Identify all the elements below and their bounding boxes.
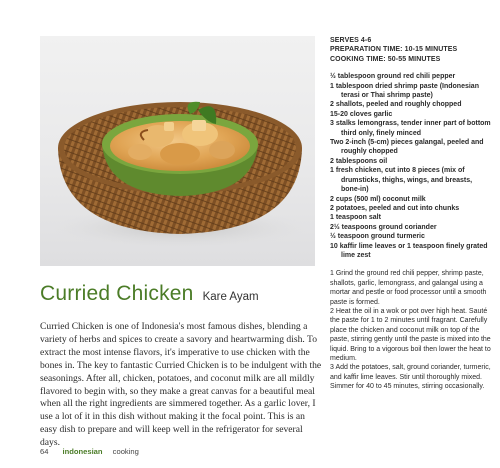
ingredient-item: 1 tablespoon dried shrimp paste (Indonesian terasi or Thai shrimp paste) (330, 82, 479, 100)
book-label: indonesian (62, 446, 103, 456)
recipe-meta (330, 36, 493, 64)
ingredient-item: 2½ teaspoons ground coriander (330, 223, 437, 231)
method-steps (330, 269, 493, 391)
ingredient-item: 10 kaffir lime leaves or 1 teaspoon finely grated lime zest (330, 242, 488, 259)
recipe-sidebar (330, 36, 493, 392)
ingredient-item: 15-20 cloves garlic (330, 110, 393, 118)
method-step-2: 2 Heat the oil in a wok or pot over high heat. Sauté the paste for 1 to 2 minutes until fragrant. Carefully place the chicken and coconut milk on top of the paste, stirring gently until the paste is mixed into the liquid. Bring to a vigorous boil then lower the heat to medium. (330, 307, 491, 362)
intro-text (40, 321, 323, 450)
ingredient-item: 1 fresh chicken, cut into 8 pieces (mix of drumsticks, thighs, wings, and breasts, bone-in) (330, 167, 473, 194)
ingredient-item: 2 cups (500 ml) coconut milk (330, 195, 426, 203)
method-step-1: 1 Grind the ground red chili pepper, shrimp paste, shallots, garlic, lemongrass, and galangal using a mortar and pestle or food processor until a smooth paste is formed. (330, 270, 487, 306)
curry-bowl-illustration (40, 36, 315, 266)
recipe-title-row (40, 282, 330, 312)
ingredient-item: Two 2-inch (5-cm) pieces galangal, peeled and roughly chopped (330, 139, 484, 156)
section-label: cooking (112, 446, 139, 456)
ingredient-item: 2 potatoes, peeled and cut into chunks (330, 204, 460, 212)
ingredient-item: ½ tablespoon ground red chili pepper (330, 73, 456, 81)
intro-paragraph: Curried Chicken is one of Indonesia's most famous dishes, blending a variety of herbs and spices to create a savory and heartwarming dish. To extract the most intense flavors, it's imperative to use chicken with the bones in. The key to fantastic Curried Chicken is to be indulgent with the seasonings. After all, chicken, potatoes, and coconut milk are all mildly flavored to begin with, so they make a great canvas for a beautiful meal when all the right ingredients are simmered together. As a garlic lover, I use a lot of it in this dish without making it the focal point. This is an easy dish to prepare and will keep well in the refrigerator for several days. (40, 321, 322, 449)
ingredient-item: 1 teaspoon salt (330, 214, 381, 222)
ingredient-item: 3 stalks lemongrass, tender inner part of bottom third only, finely minced (330, 120, 491, 137)
ingredient-item: ½ teaspoon ground turmeric (330, 233, 425, 241)
recipe-title: Curried Chicken (40, 282, 194, 305)
ingredients-list (330, 72, 493, 260)
page-number: 64 (40, 446, 49, 456)
ingredient-item: 2 shallots, peeled and roughly chopped (330, 101, 462, 109)
page-footer (40, 444, 139, 458)
recipe-subtitle: Kare Ayam (202, 291, 259, 303)
cook-time-text: COOKING TIME: 50-55 MINUTES (330, 55, 441, 63)
serves-text: SERVES 4-6 (330, 37, 372, 44)
ingredient-item: 2 tablespoons oil (330, 157, 388, 165)
prep-time-text: PREPARATION TIME: 10-15 MINUTES (330, 46, 458, 54)
recipe-photo (40, 36, 315, 266)
footer-separator (107, 447, 109, 456)
method-step-3: 3 Add the potatoes, salt, ground coriander, turmeric, and kaffir lime leaves. Stir until thoroughly mixed. Simmer for 40 to 45 minutes, stirring occasionally. (330, 364, 491, 391)
